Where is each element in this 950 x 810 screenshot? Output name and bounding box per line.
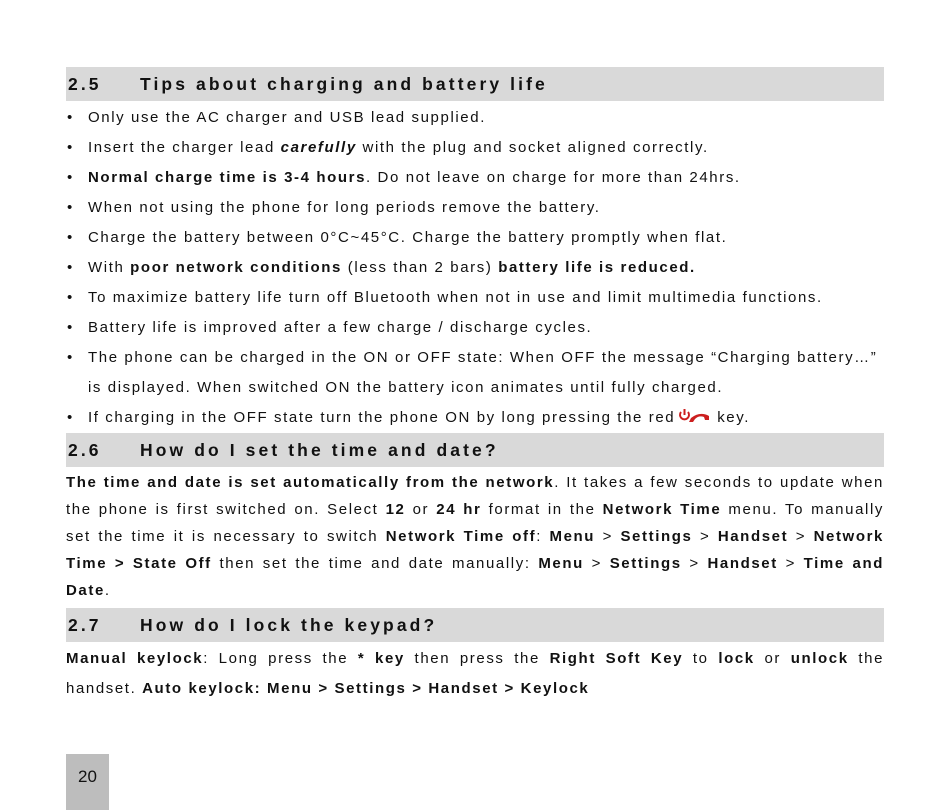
list-item: • Battery life is improved after a few charge / discharge cycles.	[66, 313, 884, 343]
bold-text: battery life is reduced.	[498, 259, 696, 276]
list-item: • Normal charge time is 3-4 hours. Do not leave on charge for more than 24hrs.	[66, 163, 884, 193]
section-number: 2.5	[68, 73, 102, 94]
list-item: • The phone can be charged in the ON or OFF state: When OFF the message “Charging battery…” is displayed. When switched ON the battery icon animates until fully charged.	[66, 343, 884, 403]
list-item: • Only use the AC charger and USB lead supplied.	[66, 103, 884, 133]
keypad-lock-paragraph: Manual keylock: Long press the * key then press the Right Soft Key to lock or unlock the handset. Auto keylock: Menu > Settings > Handset > Keylock	[66, 650, 885, 697]
section-number: 2.7	[68, 614, 102, 635]
list-item: • To maximize battery life turn off Bluetooth when not in use and limit multimedia functions.	[66, 283, 884, 313]
list-item: • If charging in the OFF state turn the phone ON by long pressing the red key.	[66, 403, 884, 433]
section-heading-2-6	[66, 433, 884, 467]
section-title: How do I lock the keypad?	[140, 614, 438, 635]
charging-tips-list	[66, 103, 884, 433]
list-item: • Insert the charger lead carefully with the plug and socket aligned correctly.	[66, 133, 884, 163]
power-end-key-icon	[677, 408, 711, 424]
list-item: • Charge the battery between 0°C~45°C. Charge the battery promptly when flat.	[66, 223, 884, 253]
section-title: How do I set the time and date?	[140, 439, 499, 460]
section-heading-2-5	[66, 67, 884, 101]
bold-text: poor network conditions	[130, 259, 342, 276]
list-item: • When not using the phone for long periods remove the battery.	[66, 193, 884, 223]
page-number: 20	[66, 754, 109, 810]
section-title: Tips about charging and battery life	[140, 73, 548, 94]
section-number: 2.6	[68, 439, 102, 460]
section-heading-2-7	[66, 608, 884, 642]
list-item: • With poor network conditions (less than 2 bars) battery life is reduced.	[66, 253, 884, 283]
manual-page	[66, 67, 884, 708]
bold-text: Normal charge time is 3-4 hours	[88, 169, 367, 186]
time-date-paragraph: The time and date is set automatically from the network. It takes a few seconds to update when the phone is first switched on. Select 12 or 24 hr format in the Network Time menu. To manually set the time it is necessary to switch Network Time off: Menu > Settings > Handset > Network Time > State Off then set the time and date manually: Menu > Settings > Handset > Time and Date.	[66, 474, 884, 599]
emphasis-text: carefully	[280, 139, 357, 156]
